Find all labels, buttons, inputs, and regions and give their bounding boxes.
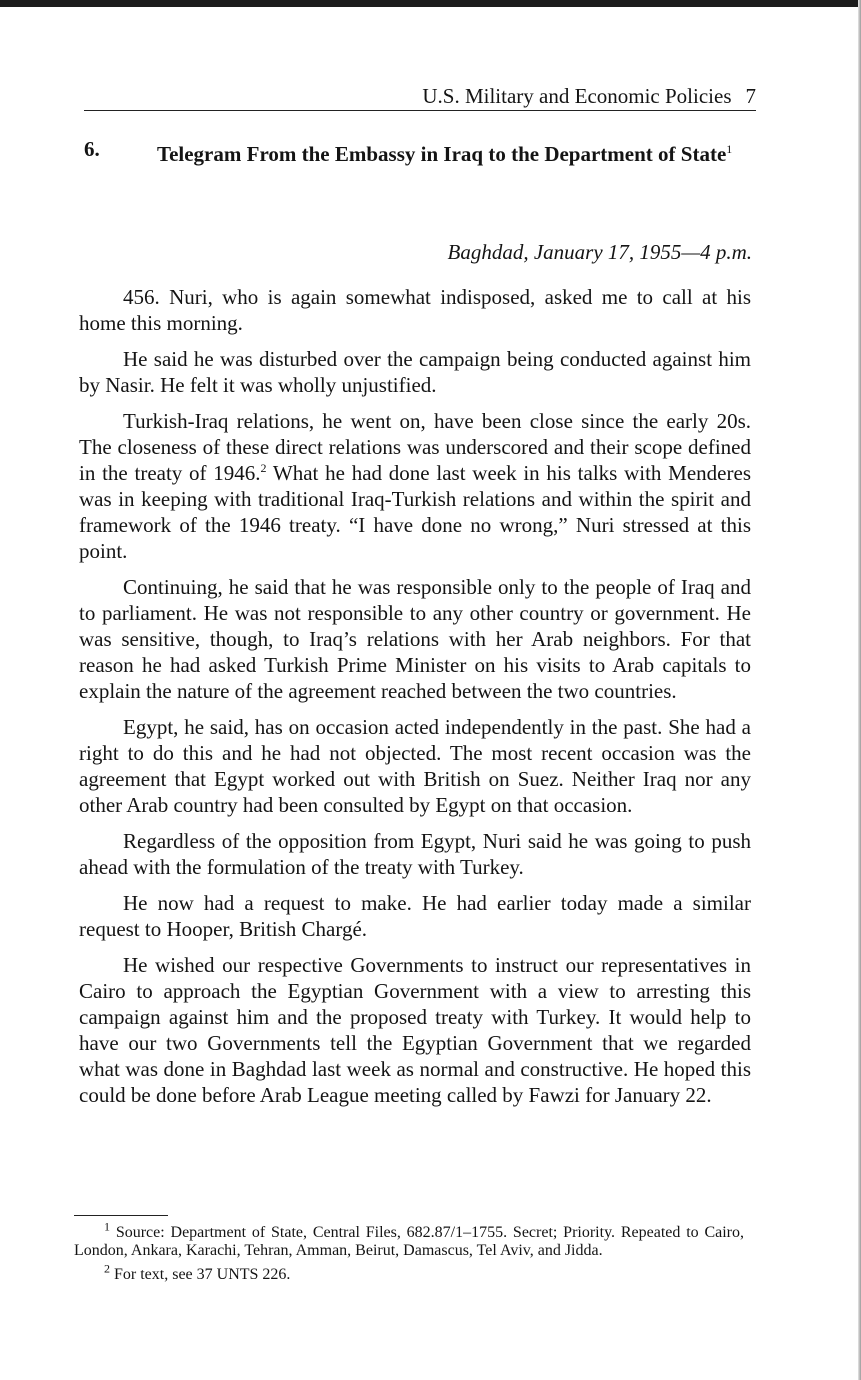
footnote bbox=[74, 1219, 745, 1260]
footnote-marker: 2 bbox=[104, 1261, 110, 1276]
telegram-body bbox=[79, 284, 751, 1118]
paragraph: Egypt, he said, has on occasion acted independently in the past. She had a right to do this and he had not objected. The most recent occasion was the agreement that Egypt worked out with British on Suez. Neither Iraq nor any other Arab country had been consulted by Egypt on that occasion. bbox=[79, 715, 751, 817]
paragraph: He now had a request to make. He had earlier today made a similar request to Hooper, British Chargé. bbox=[79, 891, 751, 941]
paragraph: He said he was disturbed over the campaign being conducted against him by Nasir. He felt it was wholly unjustified. bbox=[79, 347, 751, 397]
footnote-marker: 1 bbox=[104, 1219, 110, 1234]
paragraph-text: Turkish-Iraq relations, he went on, have been close since the early 20s. The closeness of these direct relations was underscored and their scope defined in the treaty of 1946. bbox=[79, 409, 751, 485]
paragraph: Regardless of the opposition from Egypt, Nuri said he was going to push ahead with the formulation of the treaty with Turkey. bbox=[79, 829, 751, 879]
footnote-ref: 1 bbox=[726, 142, 733, 156]
paragraph: 456. Nuri, who is again somewhat indisposed, asked me to call at his home this morning. bbox=[79, 285, 751, 335]
running-head-title: U.S. Military and Economic Policies bbox=[422, 84, 732, 108]
running-head bbox=[84, 82, 756, 111]
footnote bbox=[74, 1261, 744, 1284]
paragraph bbox=[79, 408, 751, 564]
paragraph: Continuing, he said that he was responsible only to the people of Iraq and to parliament. He was not responsible to any other country or government. He was sensitive, though, to Iraq’s relations with her Arab neighbors. For that reason he had asked Turkish Prime Minister on his visits to Arab capitals to explain the nature of the agreement reached between the two countries. bbox=[79, 575, 751, 703]
footnote-text: Source: Department of State, Central Files, 682.87/1–1755. Secret; Priority. Repeated to Cairo, London, Ankara, Karachi, Tehran, Amman, Beirut, Damascus, Tel Aviv, and Jidda. bbox=[74, 1224, 745, 1259]
dateline: Baghdad, January 17, 1955—4 p.m. bbox=[447, 240, 752, 264]
footnotes bbox=[74, 1219, 745, 1290]
page-top-edge bbox=[0, 0, 861, 7]
document-number: 6. bbox=[84, 137, 100, 161]
document-title bbox=[157, 137, 757, 166]
footnote-rule bbox=[74, 1215, 168, 1216]
document-title-text: Telegram From the Embassy in Iraq to the Department of State bbox=[157, 142, 727, 166]
paragraph: He wished our respective Governments to instruct our representatives in Cairo to approach the Egyptian Government with a view to arresting this campaign against him and the proposed treaty with Turkey. It would help to have our two Governments tell the Egyptian Government that we regarded what was done in Baghdad last week as normal and constructive. He hoped this could be done before Arab League meeting called by Fawzi for January 22. bbox=[79, 953, 751, 1107]
footnote-text: For text, see 37 UNTS 226. bbox=[114, 1266, 291, 1283]
paragraph-text: What he had done last week in his talks with Menderes was in keeping with traditional Iraq-Turkish relations and within the spirit and framework of the 1946 treaty. “I have done no wrong,” Nuri stressed at this point. bbox=[79, 461, 751, 563]
footnote-ref: 2 bbox=[260, 461, 267, 475]
page-number: 7 bbox=[745, 84, 756, 108]
